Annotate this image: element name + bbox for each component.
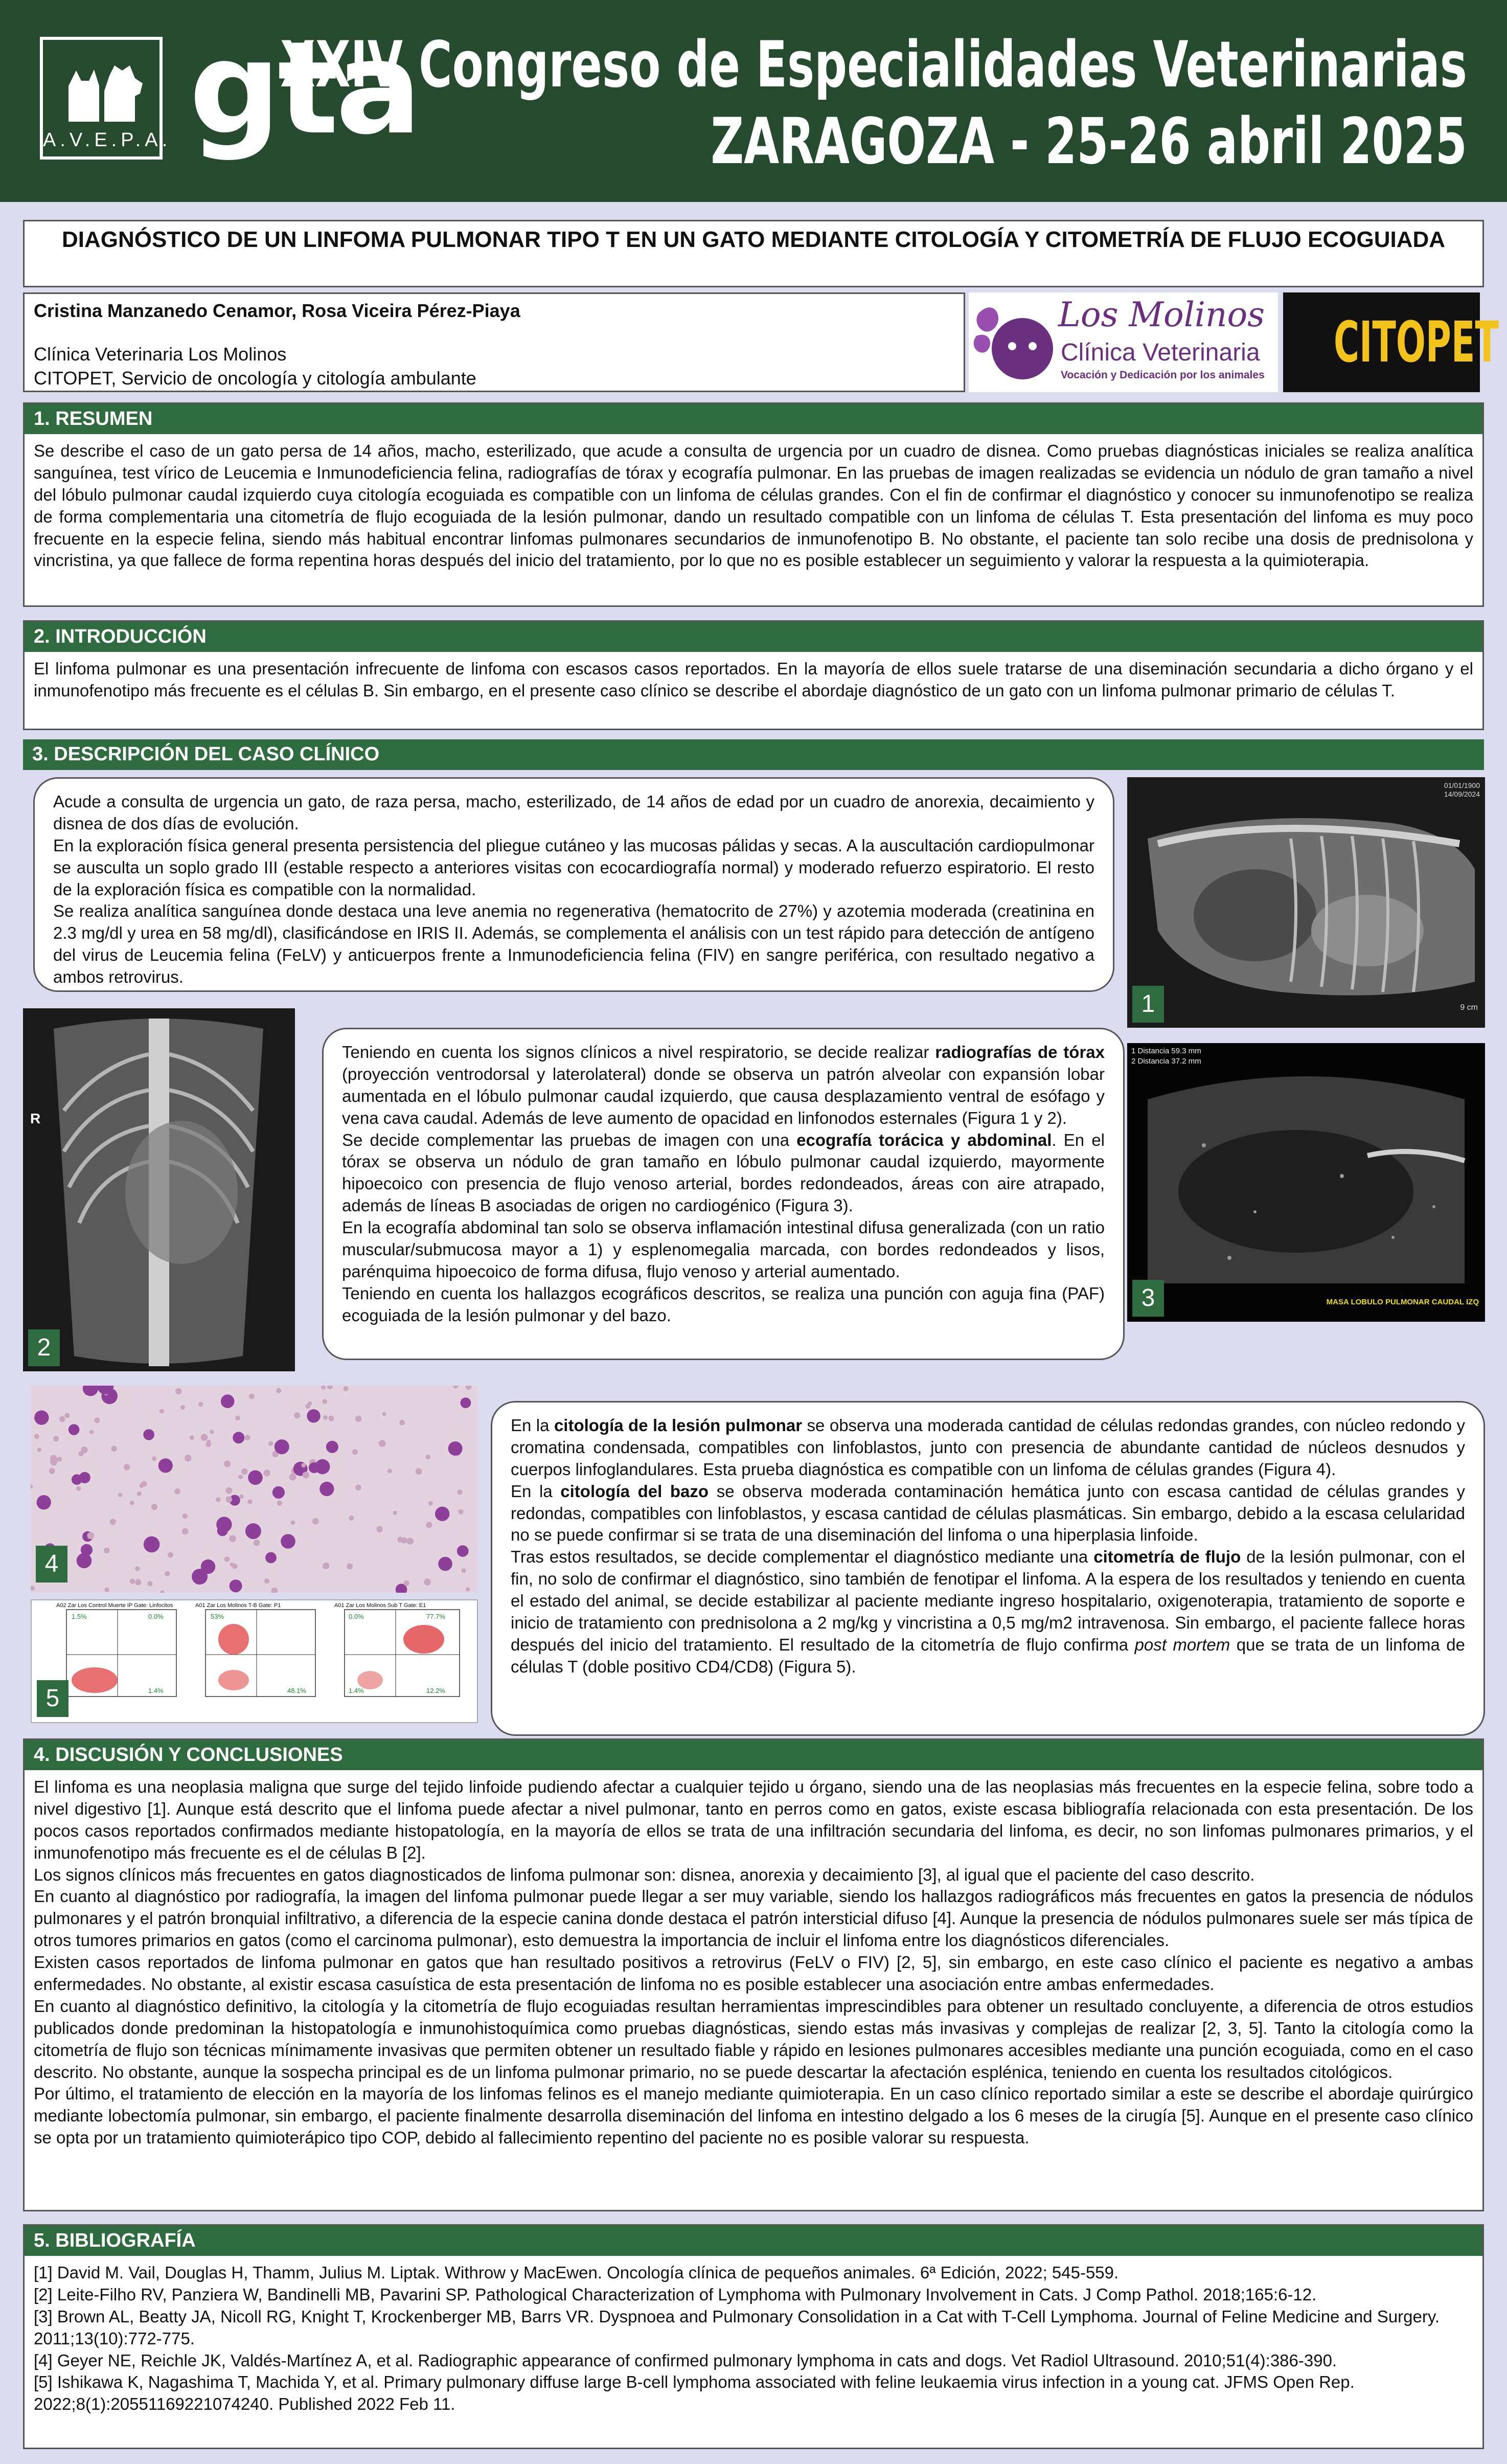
cell [182,1528,189,1535]
cell [68,1424,80,1435]
cell [355,1484,361,1490]
cell [461,1397,471,1408]
caso-text: que se trata de un linfoma de células T (doble positivo CD4/CD8) (Figura 5). [511,1635,1466,1676]
poster-header [0,0,1507,202]
cell [462,1568,466,1573]
reference-item: [5] Ishikawa K, Nagashima T, Machida Y, et al. Primary pulmonary diffuse large B-cell lymphoma associated with feline leukaemia virus infection in a young cat. JFMS Open Rep. 2022;8(1):20551169221074240. Published 2022 Feb 11. [34,2372,1355,2414]
flow-plot-1 [56,1602,189,1720]
flow-value: 1.4% [349,1687,364,1695]
caso-text: Acude a consulta de urgencia un gato, de raza persa, macho, esterilizado, de 14 años de edad por un cuadro de anorexia, decaimiento y disnea de dos días de evolución. [53,792,1094,833]
ultrasound-image [1127,1043,1485,1322]
figure-number: 1 [1132,986,1164,1023]
caso-bold-text: radiografías de tórax [935,1043,1105,1061]
cell [151,1504,157,1510]
caso-text: Se decide complementar las pruebas de imagen con una [342,1130,797,1149]
cell [305,1404,310,1409]
cell [326,1441,338,1453]
cell [111,1445,117,1452]
cell [329,1416,334,1421]
cell [94,1417,100,1423]
cell [57,1457,62,1462]
cell [248,1471,263,1485]
cell [424,1578,431,1586]
flow-value: 1.4% [148,1687,164,1695]
fig3-caption: MASA LOBULO PULMONAR CAUDAL IZQ [1326,1298,1479,1306]
caso-text: En la [511,1481,561,1501]
cell [263,1470,270,1476]
cell [104,1588,109,1592]
section-heading: 1. RESUMEN [25,404,1482,434]
cell [344,1386,349,1391]
cell [221,1394,235,1408]
cell [185,1455,192,1462]
cell [355,1416,362,1422]
cell [459,1509,464,1514]
ventrodorsal-radiograph-image [23,1008,295,1371]
cell [230,1563,234,1567]
cell [281,1534,295,1549]
caso-text: se observa una moderada cantidad de células redondas grandes, con núcleo redondo y cromatina condensada, compatibles con linfoblastos, junto con presencia de abundante cantidad de núcleos desnudos y cuerpos linfoglandulares. Esta prueba diagnóstica es compatible con un linfoma de células grandes (Figura 4). [511,1416,1466,1479]
cell [249,1394,255,1399]
reference-item: [2] Leite-Filho RV, Panziera W, Bandinelli MB, Pavarini SP. Pathological Characterization of Lymphoma with Pulmonary Involvement in Cats. J Comp Pathol. 2018;165:6-12. [34,2285,1317,2304]
figure-number: 4 [36,1546,67,1583]
cell [457,1545,469,1557]
caso-italic-text: post mortem [1134,1635,1230,1654]
cell [76,1486,81,1490]
cell [147,1581,152,1586]
cell [175,1388,181,1394]
flow-scatter-plot [195,1609,318,1706]
figure-number: 5 [37,1680,68,1717]
caso-paragraph-1 [33,777,1114,992]
cell [382,1412,386,1416]
fig1-date-1: 01/01/1900 [1444,781,1480,789]
flow-value: 0.0% [349,1613,364,1621]
authors-box [23,292,965,392]
discusion-paragraph: En cuanto al diagnóstico por radiografía, la imagen del linfoma pulmonar puede llegar a ser muy variable, siendo los hallazgos radiográficos más frecuentes en gatos la presencia de nódulos pulmonares y el patrón bronquial infiltrativo, a diferencia de la especie canina donde destaca el patrón intersticial difuso [4]. Aunque la presencia de nódulos pulmonares suele ser más típica de otros tumores primarios en gatos (como el carcinoma pulmonar), esto demuestra la importancia de incluir el linfoma entre los diagnósticos diferenciales. [34,1887,1473,1950]
cell [135,1579,141,1585]
discusion-paragraph: El linfoma es una neoplasia maligna que surge del tejido linfoide pudiendo afectar a cualquier tejido u órgano, siendo una de las neoplasias más frecuentes en la especie felina, sobre todo a nivel digestivo [1]. Aunque está descrito que el linfoma puede afectar a nivel pulmonar, tanto en perros como en gatos, existe escasa bibliografía relacionada con esta presentación. De los pocos casos reportados confirmados mediante histopatología, en la mayoría de ellos se trata de una infiltración secundaria del linfoma, es decir, no son linfomas pulmonares primarios, y el inmunofenotipo más frecuente es el de células B [2]. [34,1777,1473,1862]
caso-text: de la lesión pulmonar, con el fin, no solo de confirmar el diagnóstico, sino también de fenotipar el linfoma. A la espera de los resultados y teniendo en cuenta el estado del animal, se decide estabilizar al paciente mediante ingreso hospitalario, oxigenoterapia, tratamiento de soporte e inicio de tratamiento con prednisolona a 2 mg/kg y vincristina a 0,5 mg/m2 intravenosa. Sin embargo, el paciente fallece horas después del inicio del tratamiento. El resultado de la citometría de flujo confirma [511,1547,1466,1654]
caso-text: se observa moderada contaminación hemática junto con escasa cantidad de células grandes y redondas, compatibles con linfoblastos, y escasa cantidad de células plasmáticas. Sin embargo, debido a la escasa celularidad no se puede confirmar si se trata de una diseminación del linfoma o una hiperplasia linfoide. [511,1481,1465,1545]
flow-plot-3 [334,1602,472,1720]
cell [319,1482,334,1496]
flow-plot-title: A01 Zar Los Molinos T-B Gate: P1 [195,1602,281,1609]
cell [289,1474,296,1481]
cell [401,1538,407,1544]
cell [294,1412,300,1418]
cell [438,1557,452,1571]
cell [210,1430,214,1434]
discusion-paragraph: Por último, el tratamiento de elección en la mayoría de los linfomas felinos es el manejo mediante quimioterapia. En un caso clínico reportado similar a este se describe el abordaje quirúrgico mediante lobectomía pulmonar, sin embargo, el paciente finalmente desarrolla diseminación del linfoma en intestino delgado a los 6 meses de la cirugía [5]. Aunque en el presente caso clínico se opta por un tratamiento quimioterápico tipo COP, debido al fallecimiento repentino del paciente no es posible valorar su respuesta. [34,2084,1473,2147]
cell [190,1435,194,1440]
section-bibliografia [23,2224,1484,2449]
cell [174,1488,180,1495]
cell [207,1440,211,1444]
cell [140,1483,144,1488]
section-heading: 4. DISCUSIÓN Y CONCLUSIONES [25,1740,1482,1770]
cell [224,1556,230,1562]
butterfly-pet-icon [969,298,1056,387]
cell [241,1468,248,1475]
cell [245,1435,250,1440]
caso-bold-text: citología de la lesión pulmonar [554,1416,803,1435]
flow-value: 53% [211,1613,224,1621]
poster-title: DIAGNÓSTICO DE UN LINFOMA PULMONAR TIPO T EN UN GATO MEDIANTE CITOLOGÍA Y CITOMETRÍA DE FLUJO ECOGUIADA [23,220,1484,287]
cell [277,1501,282,1506]
citopet-text: CITOPET [1333,309,1499,375]
cell [264,1578,269,1584]
cat-dog-silhouette-icon [58,55,150,122]
cell [303,1472,309,1478]
cell [229,1535,236,1542]
section-introduccion [23,620,1484,730]
congress-subtitle: ZARAGOZA - 25-26 abril 2025 [711,105,1467,178]
cell [225,1487,232,1494]
flow-value: 12.2% [426,1687,445,1695]
cell [118,1493,122,1497]
cell [307,1409,320,1422]
cell [89,1430,94,1434]
avepa-text: A.V.E.P.A. [43,129,172,151]
caso-bold-text: citología del bazo [560,1481,709,1501]
cell [137,1491,142,1496]
cell [144,1536,160,1553]
cell [152,1456,156,1461]
cell [268,1441,273,1445]
cell [404,1580,409,1586]
cell [435,1507,449,1521]
cell [158,1458,173,1473]
discusion-paragraph: En cuanto al diagnóstico definitivo, la citología y la citometría de flujo ecoguiadas resultan herramientas imprescindibles para obtener un resultado concluyente, a diferencia de otros estudios publicados donde predominan la histopatología e inmunohistoquímica como pruebas diagnósticas, siendo estas más invasivas y complejas de realizar [2, 3, 5]. Tanto la citología como la citometría de flujo son técnicas mínimamente invasivas que permiten obtener un resultado fiable y rápido en lesiones pulmonares accesibles mediante una punción ecoguiada, como en el caso descrito. No obstante, aunque la sospecha principal es de un linfoma pulmonar primario, no se puede descartar la afectación esplénica, teniendo en cuenta los resultados citológicos. [34,1996,1473,2082]
fig3-distance-1: 1 Distancia 59.3 mm [1131,1047,1201,1055]
caso-text: Tras estos resultados, se decide complementar el diagnóstico mediante una [511,1547,1094,1567]
cell [312,1518,319,1525]
cell [37,1495,51,1509]
figure-4-cytology [31,1386,478,1593]
cell [347,1563,353,1569]
cell [124,1464,130,1470]
fig1-date-2: 14/09/2024 [1444,789,1480,798]
cell [230,1579,242,1592]
caso-text: . En el tórax se observa un nódulo de gran tamaño en lóbulo pulmonar caudal izquierdo, mayormente hipoecoico con presencia de flujo venoso arterial, bordes redondeados, áreas con aire atrapado, además de líneas B asociadas de origen no cardiogénico (Figura 3). [342,1130,1105,1215]
discusion-paragraph: Existen casos reportados de linfoma pulmonar en gatos que han resultado positivos a retrovirus (FeLV o FIV) [2, 5], sin embargo, en este caso clínico el paciente es negativo a ambas enfermedades. No obstante, al existir escasa casuística de esta presentación de linfoma no es posible establecer una asociación entre ambas enfermedades. [34,1953,1473,1994]
caso-text: En la ecografía abdominal tan solo se observa inflamación intestinal difusa generalizada (con un ratio muscular/submucosa mayor a 1) y esplenomegalia marcada, con bordes redondeados y lisos, parénquima hipoecoico de forma difusa, flujo venoso y arterial aumentado. [342,1218,1105,1281]
flow-value: 0.0% [148,1613,164,1621]
cell [182,1513,188,1519]
flow-value: 48.1% [287,1687,306,1695]
section-discusion [23,1738,1484,2211]
cell [428,1501,433,1506]
flow-value: 1.5% [72,1613,87,1621]
section-heading: 5. BIBLIOGRAFÍA [25,2226,1482,2256]
cell [245,1523,261,1539]
authors: Cristina Manzanedo Cenamor, Rosa Viceira Pérez-Piaya [34,300,520,321]
cell [34,1434,39,1439]
reference-item: [1] David M. Vail, Douglas H, Thamm, Julius M. Liptak. Withrow y MacEwen. Oncología clínica de pequeños animales. 6ª Edición, 2022; 545-559. [34,2263,1119,2282]
cell [130,1579,135,1584]
caso-text: Teniendo en cuenta los hallazgos ecográficos descritos, se realiza una punción con aguja fina (PAF) ecoguiada de la lesión pulmonar y del bazo. [342,1283,1105,1325]
figure-number: 2 [28,1329,60,1366]
los-molinos-logo [969,292,1278,392]
cell [180,1405,185,1410]
cell [37,1448,41,1452]
caso-text: En la exploración física general presenta persistencia del pliegue cutáneo y las mucosas pálidas y secas. A la auscultación cardiopulmonar se ausculta un soplo grado III (estable respecto a anteriores visitas con ecocardiografía normal) y moderado refuerzo espiratorio. El resto de la exploración física es compatible con la normalidad. [53,835,1094,899]
cell [254,1540,260,1546]
cell [87,1532,94,1539]
section-caso-heading: 3. DESCRIPCIÓN DEL CASO CLÍNICO [23,739,1484,770]
avepa-logo [40,37,172,160]
cell [216,1497,221,1502]
cell [34,1410,49,1425]
cell [393,1511,397,1515]
gta-logo: gta [189,14,419,163]
cell [379,1440,386,1447]
cell [275,1439,289,1454]
cell [49,1468,55,1474]
cell [201,1559,215,1574]
resumen-text: Se describe el caso de un gato persa de 14 años, macho, esterilizado, que acude a consulta de urgencia por un cuadro de disnea. Como pruebas diagnósticas iniciales se realiza analítica sanguínea, test vírico de Leucemia e Inmunodeficiencia felina, radiografías de tórax y ecografía pulmonar. En las pruebas de imagen realizadas se evidencia un nódulo de gran tamaño a nivel del lóbulo pulmonar caudal izquierdo cuya citología ecoguiada es compatible con un linfoma de células grandes. Con el fin de confirmar el diagnóstico y conocer su inmunofenotipo se realiza de forma complementaria una citometría de flujo ecoguiada de la lesión pulmonar, dando un resultado compatible con un linfoma de células T. Esta presentación del linfoma es muy poco frecuente en la especie felina, siendo más habitual encontrar linfomas pulmonares secundarios de inmunofenotipo B. No obstante, el paciente tan solo recibe una dosis de prednisolona y vincristina, ya que fallece de forma repentina horas después del inicio del tratamiento, por lo que no es posible establecer un seguimiento y valorar la respuesta a la quimioterapia. [34,441,1473,570]
molinos-sub: Clínica Veterinaria [1061,339,1260,366]
cell [448,1441,463,1456]
figure-2-radiograph [23,1008,295,1371]
lateral-radiograph-image [1127,777,1485,1028]
cell [50,1455,57,1462]
cell [309,1462,319,1473]
section-heading: 2. INTRODUCCIÓN [25,622,1482,652]
cell [159,1409,164,1414]
cell [224,1460,231,1467]
flow-plot-2 [195,1602,328,1720]
fig3-distance-2: 2 Distancia 37.2 mm [1131,1056,1201,1066]
cell [72,1474,82,1485]
cell [239,1495,244,1499]
caso-text: (proyección ventrodorsal y laterolateral) donde se observa un patrón alveolar con expansión lobar aumentada en el lóbulo pulmonar caudal izquierdo, que causa desplazamiento ventral de esófago y vena cava caudal. Además de leve aumento de opacidad en linfonodos esternales (Figura 1 y 2). [342,1064,1105,1127]
cell [426,1522,432,1528]
cell [247,1499,252,1504]
caso-text: En la [511,1416,554,1435]
cell [291,1520,295,1525]
cell [165,1571,170,1576]
cell [143,1429,154,1440]
caso-bold-text: citometría de flujo [1093,1547,1241,1567]
discusion-paragraph: Los signos clínicos más frecuentes en gatos diagnosticados de linfoma pulmonar son: disnea, anorexia y decaimiento [3], al igual que el paciente del caso descrito. [34,1865,1255,1884]
cell [272,1486,285,1499]
cell [110,1519,116,1525]
cell [217,1525,228,1536]
figure-3-ultrasound [1127,1043,1485,1322]
affiliation-2: CITOPET, Servicio de oncología y citología ambulante [34,367,476,389]
caso-text: Se realiza analítica sanguínea donde destaca una leve anemia no regenerativa (hematocrito de 27%) y azotemia moderada (creatinina en 2.3 mg/dl y urea en 58 mg/dl), clasificándose en IRIS II. Además, se complementa el análisis con un test rápido para detección de antígeno del virus de Leucemia felina (FeLV) y anticuerpos frente a Inmunodeficiencia felina (FIV) en sangre periférica, con resultado negativo a ambos retrovirus. [53,901,1094,987]
cell [53,1436,59,1441]
cell [81,1446,87,1453]
cell [276,1388,281,1393]
cell [168,1552,173,1557]
cell [349,1516,354,1521]
cell [466,1587,470,1591]
flow-value: 77.7% [426,1613,445,1621]
molinos-name: Los Molinos [1058,295,1265,334]
cell [416,1468,422,1475]
cell [135,1566,140,1571]
cell [233,1432,244,1443]
cell [201,1434,208,1441]
caso-paragraph-3 [491,1401,1485,1736]
figure-number: 3 [1132,1280,1164,1317]
cell [130,1501,134,1505]
cell [59,1416,65,1422]
cytology-micrograph-image [31,1386,478,1593]
cell [225,1496,232,1503]
cell [457,1489,462,1495]
cell [399,1420,405,1426]
cell [235,1416,240,1421]
cell [77,1553,92,1569]
flow-plot-title: A02 Zar Los Control Muerte IP Gate: Linfocitos [56,1602,173,1609]
cell [265,1552,277,1564]
cell [323,1565,327,1569]
reference-item: [4] Geyer NE, Reichle JK, Valdés-Martínez A, et al. Radiographic appearance of confirmed pulmonary lymphoma in cats and dogs. Vet Radiol Ultrasound. 2010;51(4):386-390. [34,2350,1337,2370]
cell [198,1402,203,1407]
introduccion-text: El linfoma pulmonar es una presentación infrecuente de linfoma con escasos casos reportados. En la mayoría de ellos suele tratarse de una diseminación secundaria a dicho órgano y el inmunofenotipo más frecuente es el células B. Sin embargo, en el presente caso clínico se describe el abordaje diagnóstico de un gato con un linfoma pulmonar primario de células T. [34,659,1473,700]
figure-1-radiograph [1127,777,1485,1028]
cell [387,1468,392,1473]
cell [352,1449,358,1455]
cell [65,1413,70,1418]
fig2-marker: R [30,1111,41,1126]
congress-title: XXIV Congreso de Especialidades Veterinarias [280,28,1467,102]
citopet-logo [1283,292,1499,392]
cell [104,1548,110,1554]
caso-text: Teniendo en cuenta los signos clínicos a nivel respiratorio, se decide realizar [342,1043,935,1061]
section-resumen [23,402,1484,607]
cell [302,1463,306,1467]
cell [426,1455,430,1459]
affiliation-1: Clínica Veterinaria Los Molinos [34,343,287,365]
caso-bold-text: ecografía torácica y abdominal [796,1130,1052,1149]
cell [323,1399,327,1404]
reference-item: [3] Brown AL, Beatty JA, Nicoll RG, Knight T, Krockenberger MB, Barrs VR. Dyspnoea and Pulmonary Consolidation in a Cat with T-Cell Lymphoma. Journal of Feline Medicine and Surgery. 2011;13(10):772-775. [34,2307,1440,2348]
cell [407,1538,414,1545]
flow-scatter-plot [334,1609,462,1706]
figure-5-flow-cytometry [31,1599,478,1723]
caso-paragraph-2 [322,1028,1125,1360]
cell [238,1475,243,1479]
flow-plot-title: A01 Zar Los Molinos Sub T Gate: E1 [334,1602,426,1609]
molinos-tagline: Vocación y Dedicación por los animales [1061,369,1265,381]
fig1-scale: 9 cm [1460,1003,1478,1012]
cell [376,1526,382,1532]
cell [323,1415,328,1420]
flow-scatter-plot [56,1609,179,1706]
